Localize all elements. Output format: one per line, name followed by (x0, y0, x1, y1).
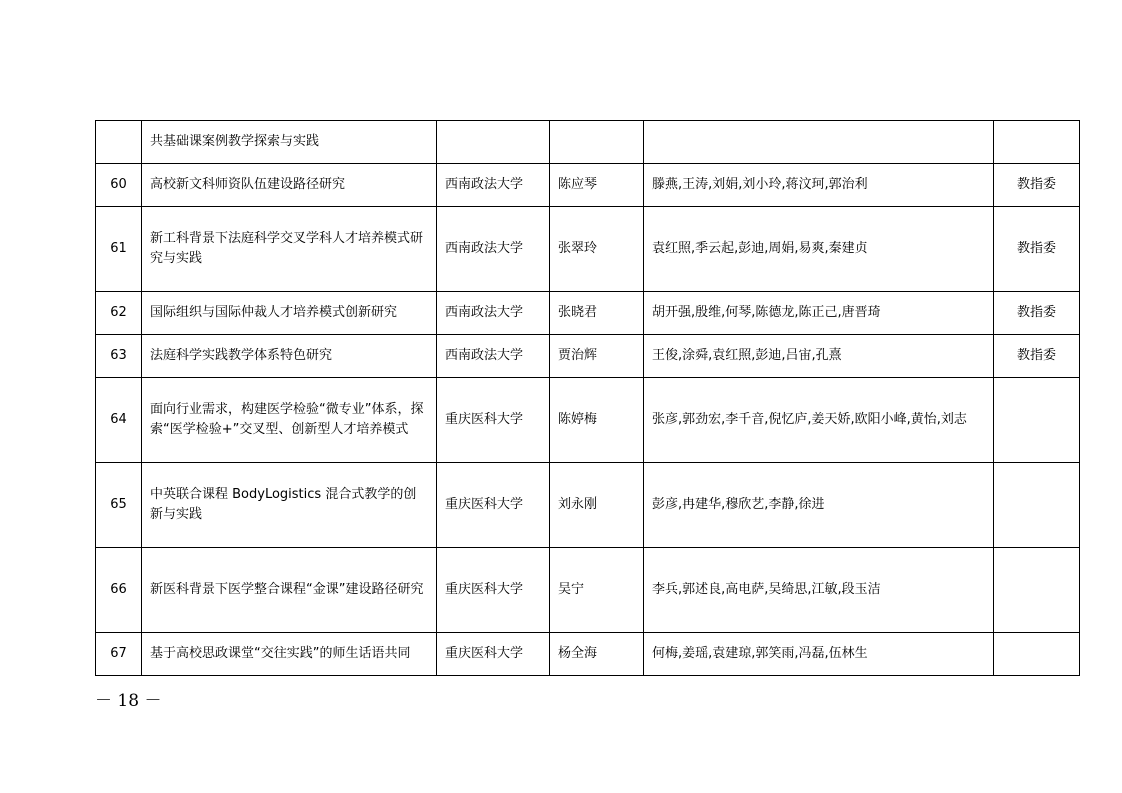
row-index: 67 (96, 633, 142, 676)
project-title: 高校新文科师资队伍建设路径研究 (142, 164, 437, 207)
project-title: 新工科背景下法庭科学交叉学科人才培养模式研究与实践 (142, 207, 437, 292)
table-row (96, 164, 1080, 207)
team-members: 袁红照,季云起,彭迪,周娟,易爽,秦建贞 (644, 207, 994, 292)
table-row (96, 335, 1080, 378)
school-name: 西南政法大学 (437, 207, 550, 292)
project-title: 面向行业需求，构建医学检验“微专业”体系，探索“医学检验+”交叉型、创新型人才培养模式 (142, 378, 437, 463)
project-title: 国际组织与国际仲裁人才培养模式创新研究 (142, 292, 437, 335)
project-category: 教指委 (994, 335, 1080, 378)
team-members: 何梅,姜瑶,袁建琼,郭笑雨,冯磊,伍林生 (644, 633, 994, 676)
school-name: 重庆医科大学 (437, 548, 550, 633)
table-row (96, 207, 1080, 292)
project-title: 法庭科学实践教学体系特色研究 (142, 335, 437, 378)
table-row (96, 633, 1080, 676)
project-leader: 吴宁 (550, 548, 644, 633)
school-name: 重庆医科大学 (437, 633, 550, 676)
project-category (994, 121, 1080, 164)
row-index: 63 (96, 335, 142, 378)
project-category: 教指委 (994, 164, 1080, 207)
project-leader: 刘永刚 (550, 463, 644, 548)
project-category: 教指委 (994, 292, 1080, 335)
project-leader: 张翠玲 (550, 207, 644, 292)
project-category (994, 548, 1080, 633)
row-index: 62 (96, 292, 142, 335)
school-name: 西南政法大学 (437, 292, 550, 335)
project-list-table (95, 120, 1080, 676)
row-index: 65 (96, 463, 142, 548)
team-members: 王俊,涂舜,袁红照,彭迪,吕宙,孔熹 (644, 335, 994, 378)
project-title: 共基础课案例教学探索与实践 (142, 121, 437, 164)
team-members: 滕燕,王涛,刘娟,刘小玲,蒋汶珂,郭治利 (644, 164, 994, 207)
school-name: 西南政法大学 (437, 164, 550, 207)
project-title: 新医科背景下医学整合课程“金课”建设路径研究 (142, 548, 437, 633)
row-index (96, 121, 142, 164)
team-members: 彭彦,冉建华,穆欣艺,李静,徐进 (644, 463, 994, 548)
school-name: 重庆医科大学 (437, 378, 550, 463)
row-index: 61 (96, 207, 142, 292)
project-category: 教指委 (994, 207, 1080, 292)
row-index: 60 (96, 164, 142, 207)
table-row (96, 292, 1080, 335)
project-leader: 杨全海 (550, 633, 644, 676)
table-row (96, 121, 1080, 164)
school-name (437, 121, 550, 164)
team-members (644, 121, 994, 164)
project-leader: 贾治辉 (550, 335, 644, 378)
table-row (96, 378, 1080, 463)
project-category (994, 633, 1080, 676)
school-name: 重庆医科大学 (437, 463, 550, 548)
row-index: 66 (96, 548, 142, 633)
table-row (96, 548, 1080, 633)
table-row (96, 463, 1080, 548)
school-name: 西南政法大学 (437, 335, 550, 378)
project-leader: 陈应琴 (550, 164, 644, 207)
project-title: 基于高校思政课堂“交往实践”的师生话语共同 (142, 633, 437, 676)
project-category (994, 378, 1080, 463)
team-members: 李兵,郭述良,高电萨,吴绮思,江敏,段玉洁 (644, 548, 994, 633)
row-index: 64 (96, 378, 142, 463)
page-number: － 18 － (95, 691, 162, 711)
team-members: 张彦,郭劲宏,李千音,倪忆庐,姜天娇,欧阳小峰,黄怡,刘志 (644, 378, 994, 463)
project-leader: 陈婷梅 (550, 378, 644, 463)
project-leader: 张晓君 (550, 292, 644, 335)
project-title: 中英联合课程 BodyLogistics 混合式教学的创新与实践 (142, 463, 437, 548)
team-members: 胡开强,殷维,何琴,陈德龙,陈正己,唐晋琦 (644, 292, 994, 335)
project-leader (550, 121, 644, 164)
project-category (994, 463, 1080, 548)
